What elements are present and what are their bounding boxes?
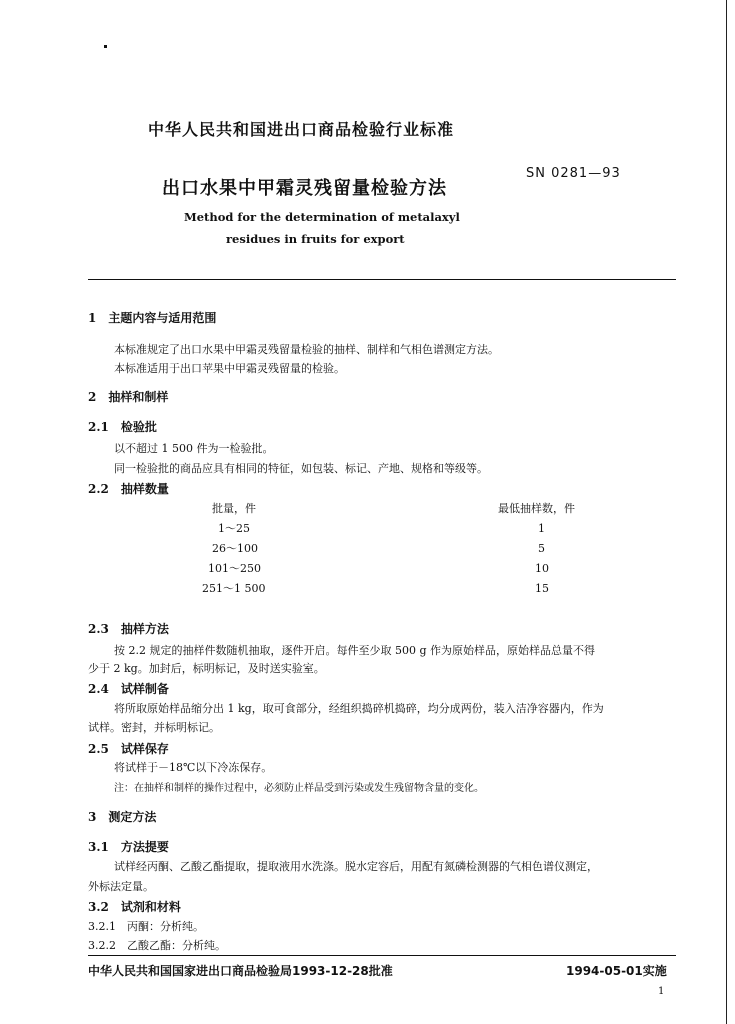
section-2-3-para-line2: 少于 2 kg。加封后，标明标记，及时送实验室。 [88,662,325,675]
table-row-4-min: 15 [535,582,549,595]
table-header-min-samples: 最低抽样数，件 [498,502,575,515]
section-2-1-para-1: 以不超过 1 500 件为一检验批。 [114,442,274,455]
section-2-4-heading: 2.4 试样制备 [88,682,169,696]
section-2-2-heading: 2.2 抽样数量 [88,482,169,496]
approval-statement: 中华人民共和国国家进出口商品检验局1993-12-28批准 [88,964,393,978]
section-3-heading: 3 测定方法 [88,810,157,824]
section-2-4-para-line1: 将所取原始样品缩分出 1 kg，取可食部分，经组织捣碎机捣碎，均分成两份，装入洁净容器内，作为 [114,702,604,715]
section-2-3-para-line1: 按 2.2 规定的抽样件数随机抽取，逐件开启。每件至少取 500 g 作为原始样品，原始样品总量不得 [114,644,596,657]
section-3-2-2-item: 3.2.2 乙酸乙酯：分析纯。 [88,939,226,952]
section-2-1-heading: 2.1 检验批 [88,420,157,434]
footer-divider [88,955,676,956]
section-2-5-para: 将试样于－18℃以下冷冻保存。 [114,761,273,774]
section-2-4-para-line2: 试样。密封，并标明标记。 [88,721,220,734]
section-1-para-2: 本标准适用于出口苹果中甲霜灵残留量的检验。 [114,362,345,375]
section-2-5-note: 注：在抽样和制样的操作过程中，必须防止样品受到污染或发生残留物含量的变化。 [114,783,484,794]
section-3-1-heading: 3.1 方法提要 [88,840,169,854]
table-row-3-batch: 101～250 [208,562,261,575]
section-1-heading: 1 主题内容与适用范围 [88,311,217,325]
section-3-1-para-line2: 外标法定量。 [88,880,154,893]
page-number: 1 [658,986,665,997]
table-row-3-min: 10 [535,562,549,575]
document-title-en-line2: residues in fruits for export [226,232,405,246]
table-row-1-batch: 1～25 [218,522,250,535]
scan-edge-right [726,0,727,1024]
table-header-batch: 批量，件 [212,502,256,515]
section-1-para-1: 本标准规定了出口水果中甲霜灵残留量检验的抽样、制样和气相色谱测定方法。 [114,343,499,356]
section-2-3-heading: 2.3 抽样方法 [88,622,169,636]
section-3-1-para-line1: 试样经丙酮、乙酸乙酯提取，提取液用水洗涤。脱水定容后，用配有氮磷检测器的气相色谱仪测定， [114,860,598,873]
implementation-date: 1994-05-01实施 [566,964,667,978]
header-divider [88,279,676,280]
industry-standard-heading: 中华人民共和国进出口商品检验行业标准 [148,120,455,139]
section-2-heading: 2 抽样和制样 [88,390,169,404]
section-2-1-para-2: 同一检验批的商品应具有相同的特征，如包装、标记、产地、规格和等级等。 [114,462,488,475]
standard-code: SN 0281—93 [526,166,621,181]
scan-dot [104,45,107,48]
table-row-1-min: 1 [538,522,545,535]
section-3-2-1-item: 3.2.1 丙酮：分析纯。 [88,920,204,933]
table-row-4-batch: 251～1 500 [202,582,266,595]
table-row-2-batch: 26～100 [212,542,258,555]
document-title-en-line1: Method for the determination of metalaxyl [184,210,460,224]
table-row-2-min: 5 [538,542,545,555]
section-2-5-heading: 2.5 试样保存 [88,742,169,756]
document-title-cn: 出口水果中甲霜灵残留量检验方法 [162,178,447,199]
section-3-2-heading: 3.2 试剂和材料 [88,900,181,914]
